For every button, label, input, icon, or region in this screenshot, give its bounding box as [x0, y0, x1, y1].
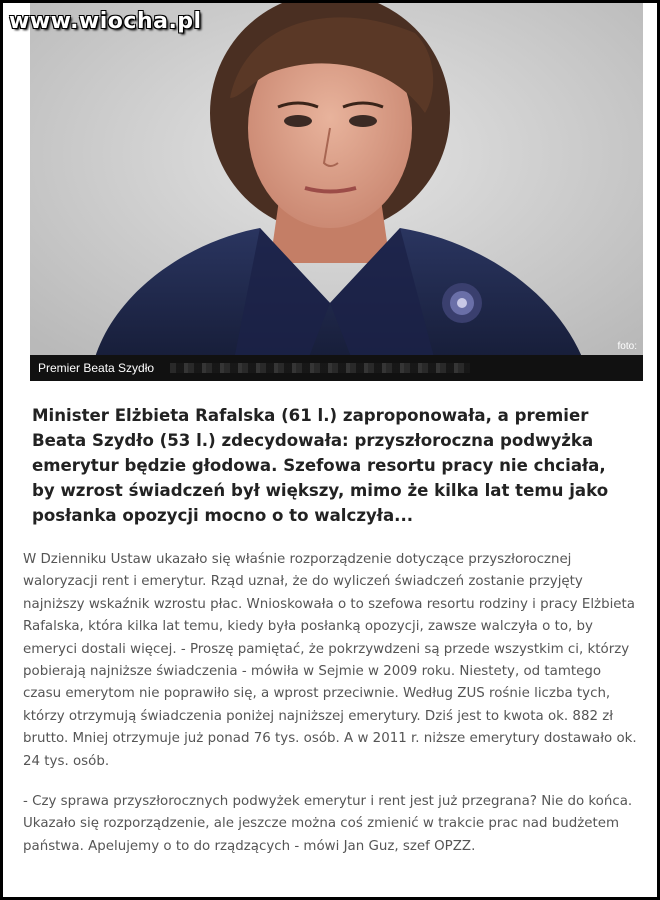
article-body — [23, 549, 643, 876]
portrait-illustration — [30, 3, 643, 380]
photo-credit: foto: — [617, 341, 637, 352]
article-frame — [3, 3, 657, 897]
site-watermark: www.wiocha.pl — [9, 9, 202, 34]
article-paragraph: - Czy sprawa przyszłorocznych podwyżek emerytur i rent jest już przegrana? Nie do końca. Ukazało się rozporządzenie, ale jeszcze można coś zmienić w trakcie prac nad budżetem państwa. Apelujemy o to do rządzących - mówi Jan Guz, szef OPZZ. — [23, 794, 633, 854]
article-lead: Minister Elżbieta Rafalska (61 l.) zaproponowała, a premier Beata Szydło (53 l.) zdecydowała: przyszłoroczna podwyżka emerytur będzie głodowa. Szefowa resortu pracy nie chciała, by wzrost świadczeń był większy, mimo że kilka lat temu jako posłanka opozycji mocno o to walczyła... — [32, 406, 609, 525]
article-photo — [30, 3, 643, 380]
photo-caption: Premier Beata Szydło — [38, 361, 155, 375]
photo-caption-bar — [30, 341, 643, 381]
article-paragraph: W Dzienniku Ustaw ukazało się właśnie rozporządzenie dotyczące przyszłorocznej waloryzacji rent i emerytur. Rząd uznał, że do wyliczeń świadczeń zostanie przyjęty najniższy wskaźnik wzrostu płac. Wnioskowała o to szefowa resortu rodziny i pracy Elżbieta Rafalska, która kilka lat temu, kiedy była posłanką opozycji, zawsze walczyła o to, by emeryci dostali więcej. - Proszę pamiętać, że pokrzywdzeni są przede wszystkim ci, którzy pobierają najniższe świadczenia - mówiła w Sejmie w 2009 roku. Niestety, od tamtego czasu emerytom nie poprawiło się, a wprost przeciwnie. Według ZUS rośnie liczba tych, którzy otrzymują świadczenia poniżej najniższej emerytury. Dziś jest to kwota ok. 882 zł brutto. Mniej otrzymuje już ponad 76 tys. osób. A w 2011 r. niższe emerytury dostawało ok. 24 tys. osób. — [23, 552, 637, 769]
caption-obscured-text — [170, 363, 470, 373]
